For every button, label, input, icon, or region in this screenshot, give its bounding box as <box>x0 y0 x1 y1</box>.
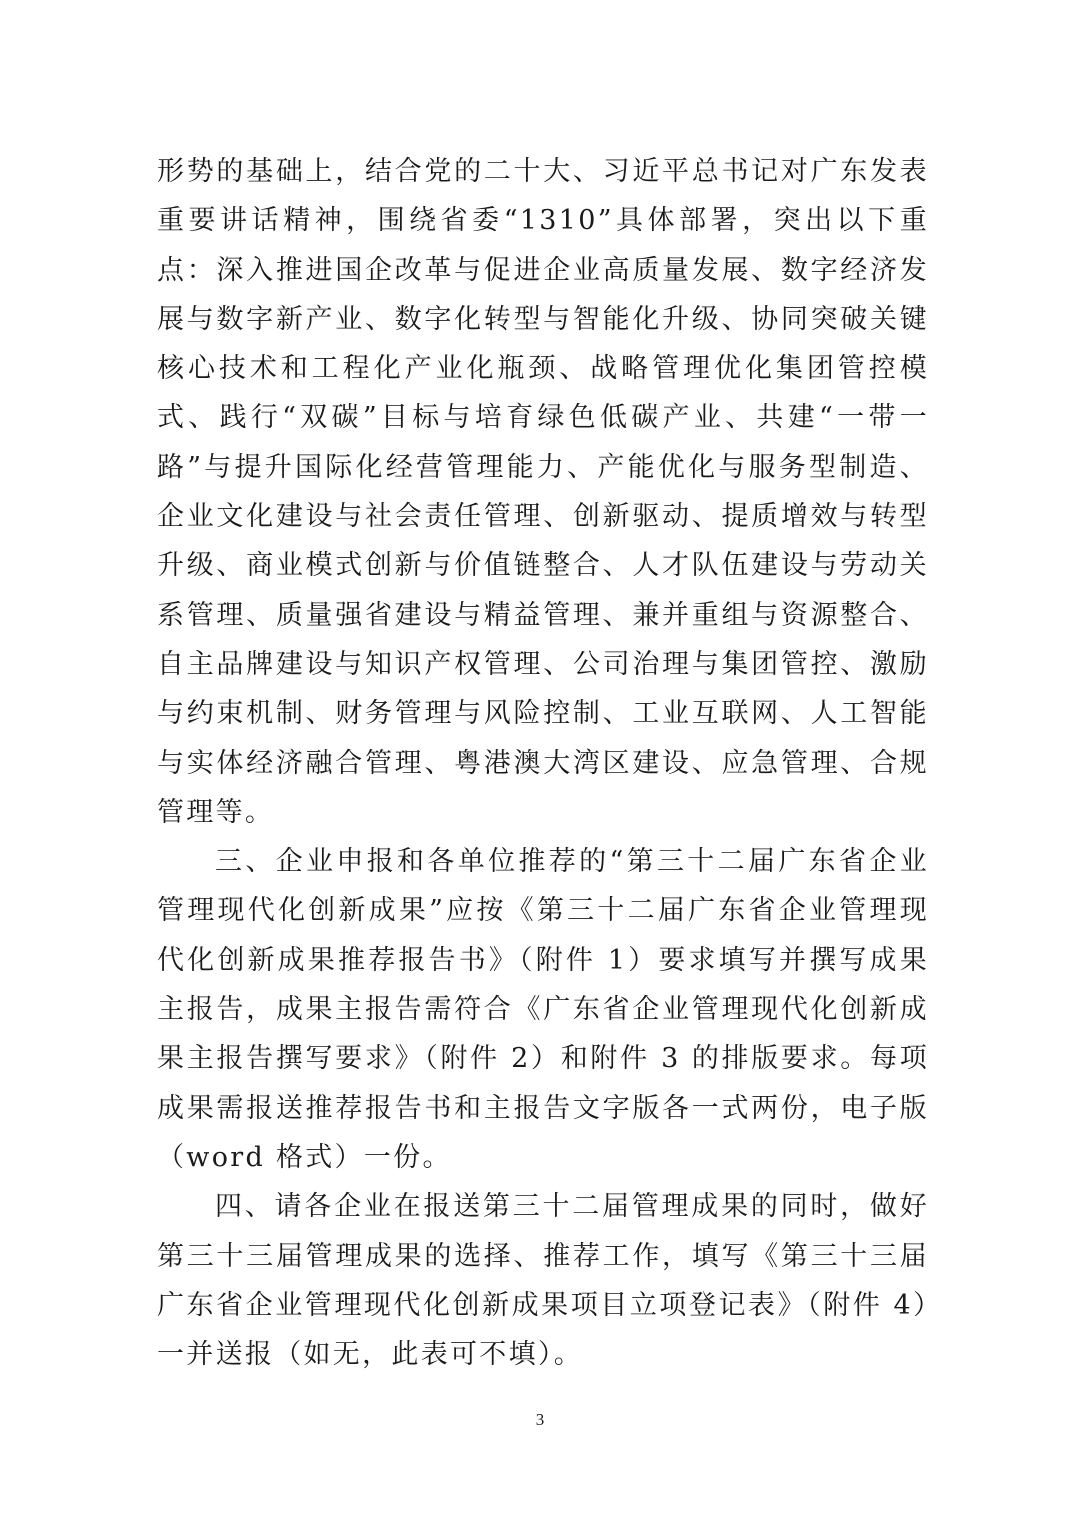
document-body <box>157 147 929 1379</box>
paragraph-continuation-key-points: 形势的基础上，结合党的二十大、习近平总书记对广东发表重要讲话精神，围绕省委“1310”具体部署，突出以下重点：深入推进国企改革与促进企业高质量发展、数字经济发展与数字新产业、数字化转型与智能化升级、协同突破关键核心技术和工程化产业化瓶颈、战略管理优化集团管控模式、践行“双碳”目标与培育绿色低碳产业、共建“一带一路”与提升国际化经营管理能力、产能优化与服务型制造、企业文化建设与社会责任管理、创新驱动、提质增效与转型升级、商业模式创新与价值链整合、人才队伍建设与劳动关系管理、质量强省建设与精益管理、兼并重组与资源整合、自主品牌建设与知识产权管理、公司治理与集团管控、激励与约束机制、财务管理与风险控制、工业互联网、人工智能与实体经济融合管理、粤港澳大湾区建设、应急管理、合规管理等。 <box>157 156 929 828</box>
paragraph-item-four-registration: 四、请各企业在报送第三十二届管理成果的同时，做好第三十三届管理成果的选择、推荐工作，填写《第三十三届广东省企业管理现代化创新成果项目立项登记表》（附件 4）一并送报（如无，此表可不填）。 <box>157 1191 929 1371</box>
paragraph-item-three-submission: 三、企业申报和各单位推荐的“第三十二届广东省企业管理现代化创新成果”应按《第三十二届广东省企业管理现代化创新成果推荐报告书》（附件 1）要求填写并撰写成果主报告，成果主报告需符合《广东省企业管理现代化创新成果主报告撰写要求》（附件 2）和附件 3 的排版要求。每项成果需报送推荐报告书和主报告文字版各一式两份，电子版（word 格式）一份。 <box>157 846 929 1173</box>
page-number: 3 <box>535 1410 545 1429</box>
